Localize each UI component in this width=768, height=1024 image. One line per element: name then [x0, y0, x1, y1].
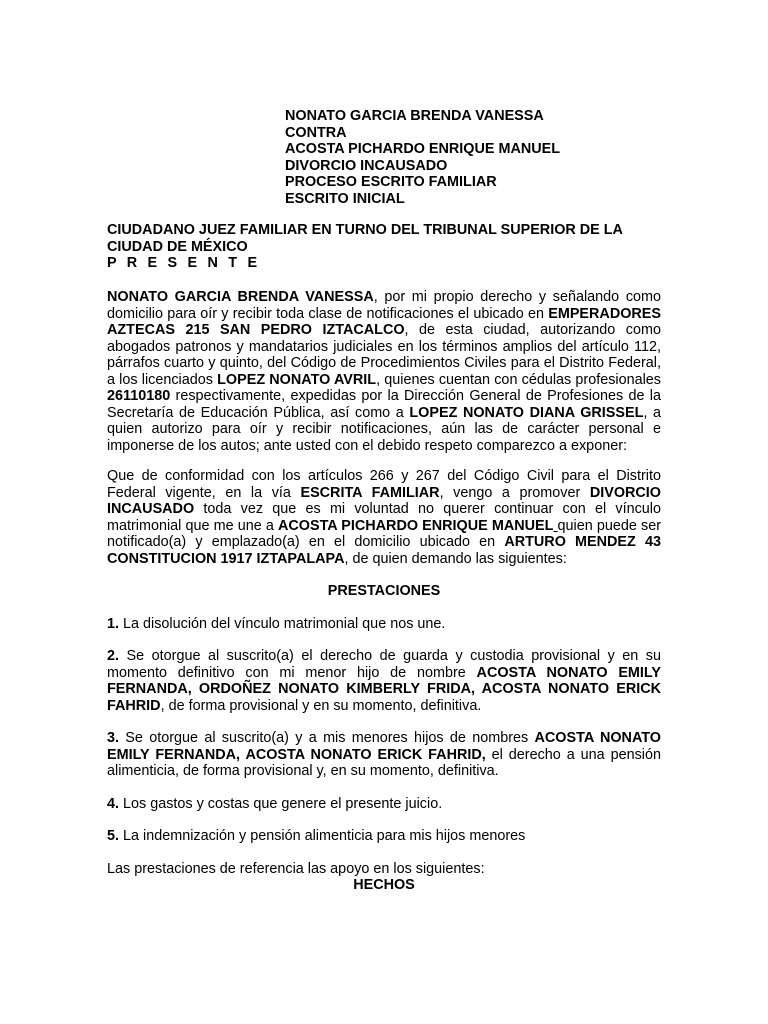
prestacion-names: ACOSTA NONATO EMILY FERNANDA, ACOSTA NONATO ERICK FAHRID, [107, 730, 661, 763]
addressee-presente: P R E S E N T E [107, 255, 261, 271]
caption-respondent: ACOSTA PICHARDO ENRIQUE MANUEL [285, 141, 561, 157]
claim-text-5: , de quien demando las siguientes: [344, 550, 567, 567]
prestacion-item-2 [107, 648, 661, 714]
intro-paragraph [107, 289, 661, 454]
intro-text-5: , a quien autorizo para oír y recibir notificaciones, aún las de carácter personal e imponerse de los autos; ante usted con el debido respeto comparezco a exponer: [107, 404, 662, 454]
intro-text-2: , de esta ciudad, autorizando como abogados patronos y mandatarios judiciales en los términos amplios del artículo 112, párrafos cuarto y quinto, del Código de Procedimientos Civiles para el Distrito Federal, a los licenciados [107, 322, 661, 388]
intro-lawyer-2: LOPEZ NONATO DIANA GRISSEL [409, 404, 644, 421]
claim-text-4: quien puede ser notificado(a) y emplazado(a) en el domicilio ubicado en [107, 517, 661, 550]
claim-text-1: Que de conformidad con los artículos 266 y 267 del Código Civil para el Distrito Federal vigente, en la vía [107, 468, 661, 501]
prestacion-number: 3. [107, 730, 120, 746]
prestacion-number: 5. [107, 828, 120, 844]
claim-respondent-address: ARTURO MENDEZ 43 CONSTITUCION 1917 IZTAPALAPA [107, 534, 661, 567]
intro-text-1: , por mi propio derecho y señalando como domicilio para oír y recibir toda clase de notificaciones el ubicado en [107, 289, 662, 322]
prestacion-item-1 [107, 616, 661, 633]
claim-text-2: , vengo a promover [439, 484, 590, 501]
prestacion-text: , de forma provisional y en su momento, definitiva. [160, 697, 482, 714]
prestacion-item-4 [107, 796, 661, 813]
intro-text-4: respectivamente, expedidas por la Dirección General de Profesiones de la Secretaría de Educación Pública, así como a [107, 388, 661, 421]
prestacion-names: ACOSTA NONATO EMILY FERNANDA, ORDOÑEZ NONATO KIMBERLY FRIDA, ACOSTA NONATO ERICK FAHRID [107, 664, 661, 714]
prestacion-number: 1. [107, 616, 120, 632]
claim-respondent: ACOSTA PICHARDO ENRIQUE MANUEL [278, 517, 554, 534]
prestacion-text: Se otorgue al suscrito(a) y a mis menores hijos de nombres [119, 730, 535, 746]
prestacion-number: 2. [107, 648, 120, 664]
prestacion-item-3 [107, 730, 661, 780]
claim-paragraph [107, 468, 661, 567]
addressee-judge: CIUDADANO JUEZ FAMILIAR EN TURNO DEL TRIBUNAL SUPERIOR DE LA CIUDAD DE MÉXICO [107, 222, 623, 255]
caption-document-type: ESCRITO INICIAL [285, 190, 405, 207]
intro-cedula: 26110180 [107, 388, 171, 404]
caption-plaintiff: NONATO GARCIA BRENDA VANESSA [285, 108, 544, 124]
addressee [107, 222, 661, 272]
hechos-heading: HECHOS [353, 877, 415, 893]
prestacion-text: La indemnización y pensión alimenticia para mis hijos menores [119, 828, 526, 844]
prestacion-text: Se otorgue al suscrito(a) el derecho de guarda y custodia provisional y en su momento definitivo con mi menor hijo de nombre [107, 648, 661, 681]
prestaciones-heading: PRESTACIONES [327, 583, 441, 599]
prestacion-text: La disolución del vínculo matrimonial que nos une. [119, 616, 446, 632]
case-caption [285, 108, 725, 207]
caption-matter: DIVORCIO INCAUSADO [285, 157, 448, 174]
caption-contra: CONTRA [285, 124, 347, 141]
prestacion-text: el derecho a una pensión alimenticia, de forma provisional y, en su momento, definitiva. [107, 746, 662, 779]
intro-name: NONATO GARCIA BRENDA VANESSA [107, 289, 374, 305]
intro-text-3: , quienes cuentan con cédulas profesionales [376, 371, 662, 388]
closing-sentence: Las prestaciones de referencia las apoyo en los siguientes: [107, 861, 485, 877]
claim-text-3: toda vez que es mi voluntad no querer continuar con el vínculo matrimonial que me une a [107, 501, 661, 534]
intro-lawyer-1: LOPEZ NONATO AVRIL [217, 371, 377, 388]
prestacion-item-5 [107, 828, 661, 845]
prestacion-number: 4. [107, 796, 120, 812]
prestacion-text: Los gastos y costas que genere el presente juicio. [119, 796, 443, 812]
caption-process: PROCESO ESCRITO FAMILIAR [285, 174, 497, 190]
intro-domicile: EMPERADORES AZTECAS 215 SAN PEDRO IZTACALCO [107, 305, 661, 338]
claim-via: ESCRITA FAMILIAR [300, 484, 440, 501]
claim-type: DIVORCIO INCAUSADO [107, 484, 662, 517]
